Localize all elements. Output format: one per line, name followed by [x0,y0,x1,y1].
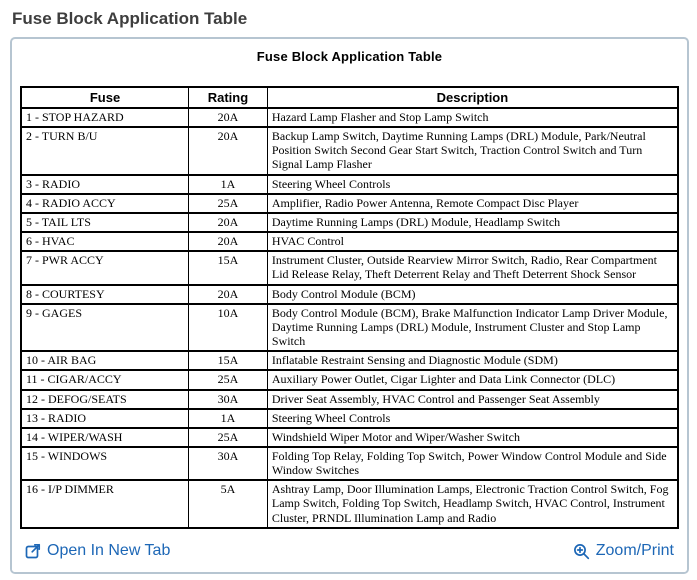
description-cell: Daytime Running Lamps (DRL) Module, Headlamp Switch [267,213,678,232]
rating-cell: 25A [189,428,268,447]
rating-cell: 15A [189,251,268,284]
fuse-cell: 6 - HVAC [21,232,189,251]
fuse-cell: 3 - RADIO [21,175,189,194]
rating-cell: 20A [189,213,268,232]
fuse-cell: 2 - TURN B/U [21,127,189,174]
rating-cell: 1A [189,175,268,194]
document-viewer [10,37,689,574]
rating-cell: 20A [189,108,268,127]
rating-cell: 1A [189,409,268,428]
table-row [21,285,678,304]
fuse-cell: 5 - TAIL LTS [21,213,189,232]
description-cell: Instrument Cluster, Outside Rearview Mirror Switch, Radio, Rear Compartment Lid Release Relay, Theft Deterrent Relay and Theft Deterrent Shock Sensor [267,251,678,284]
fuse-cell: 13 - RADIO [21,409,189,428]
fuse-cell: 8 - COURTESY [21,285,189,304]
description-cell: Auxiliary Power Outlet, Cigar Lighter and Data Link Connector (DLC) [267,370,678,389]
description-cell: Windshield Wiper Motor and Wiper/Washer Switch [267,428,678,447]
open-in-new-tab-label: Open In New Tab [47,542,171,559]
fuse-cell: 16 - I/P DIMMER [21,480,189,527]
description-cell: Body Control Module (BCM), Brake Malfunction Indicator Lamp Driver Module, Daytime Running Lamps (DRL) Module, Instrument Cluster and Stop Lamp Switch [267,304,678,351]
zoom-print-label: Zoom/Print [595,542,674,559]
description-cell: Amplifier, Radio Power Antenna, Remote Compact Disc Player [267,194,678,213]
column-header-fuse: Fuse [21,87,189,108]
fuse-cell: 1 - STOP HAZARD [21,108,189,127]
fuse-table-body [21,108,678,528]
rating-cell: 20A [189,285,268,304]
table-row [21,428,678,447]
table-row [21,370,678,389]
rating-cell: 20A [189,127,268,174]
fuse-cell: 10 - AIR BAG [21,351,189,370]
fuse-table-header [21,87,678,108]
document-title: Fuse Block Application Table [256,49,443,64]
table-row [21,409,678,428]
rating-cell: 25A [189,370,268,389]
table-row [21,480,678,527]
external-link-icon [25,543,41,559]
table-row [21,390,678,409]
fuse-cell: 9 - GAGES [21,304,189,351]
magnifier-plus-icon [573,543,590,560]
description-cell: Hazard Lamp Flasher and Stop Lamp Switch [267,108,678,127]
description-cell: Steering Wheel Controls [267,409,678,428]
table-row [21,108,678,127]
description-cell: Inflatable Restraint Sensing and Diagnostic Module (SDM) [267,351,678,370]
table-row [21,127,678,174]
description-cell: Steering Wheel Controls [267,175,678,194]
document-canvas [12,39,687,536]
table-row [21,251,678,284]
description-cell: Ashtray Lamp, Door Illumination Lamps, Electronic Traction Control Switch, Fog Lamp Switch, Folding Top Switch, Headlamp Switch, HVAC Control, Instrument Cluster, PRNDL Illumination Lamp and Radio [267,480,678,527]
table-row [21,175,678,194]
description-cell: HVAC Control [267,232,678,251]
fuse-cell: 4 - RADIO ACCY [21,194,189,213]
table-row [21,447,678,480]
table-row [21,194,678,213]
table-row [21,304,678,351]
open-in-new-tab-link[interactable] [25,542,170,560]
description-cell: Folding Top Relay, Folding Top Switch, Power Window Control Module and Side Window Switches [267,447,678,480]
rating-cell: 25A [189,194,268,213]
column-header-rating: Rating [189,87,268,108]
rating-cell: 5A [189,480,268,527]
fuse-table [20,86,679,529]
header-row [21,87,678,108]
description-cell: Body Control Module (BCM) [267,285,678,304]
fuse-cell: 7 - PWR ACCY [21,251,189,284]
fuse-cell: 14 - WIPER/WASH [21,428,189,447]
column-header-description: Description [267,87,678,108]
zoom-print-link[interactable] [573,542,674,560]
description-cell: Driver Seat Assembly, HVAC Control and Passenger Seat Assembly [267,390,678,409]
rating-cell: 15A [189,351,268,370]
table-row [21,232,678,251]
viewer-footer [12,536,687,572]
page-title: Fuse Block Application Table [12,9,248,28]
table-row [21,213,678,232]
description-cell: Backup Lamp Switch, Daytime Running Lamps (DRL) Module, Park/Neutral Position Switch Second Gear Start Switch, Traction Control Switch and Turn Signal Lamp Flasher [267,127,678,174]
rating-cell: 10A [189,304,268,351]
fuse-cell: 12 - DEFOG/SEATS [21,390,189,409]
rating-cell: 20A [189,232,268,251]
rating-cell: 30A [189,447,268,480]
table-row [21,351,678,370]
fuse-cell: 15 - WINDOWS [21,447,189,480]
fuse-cell: 11 - CIGAR/ACCY [21,370,189,389]
rating-cell: 30A [189,390,268,409]
